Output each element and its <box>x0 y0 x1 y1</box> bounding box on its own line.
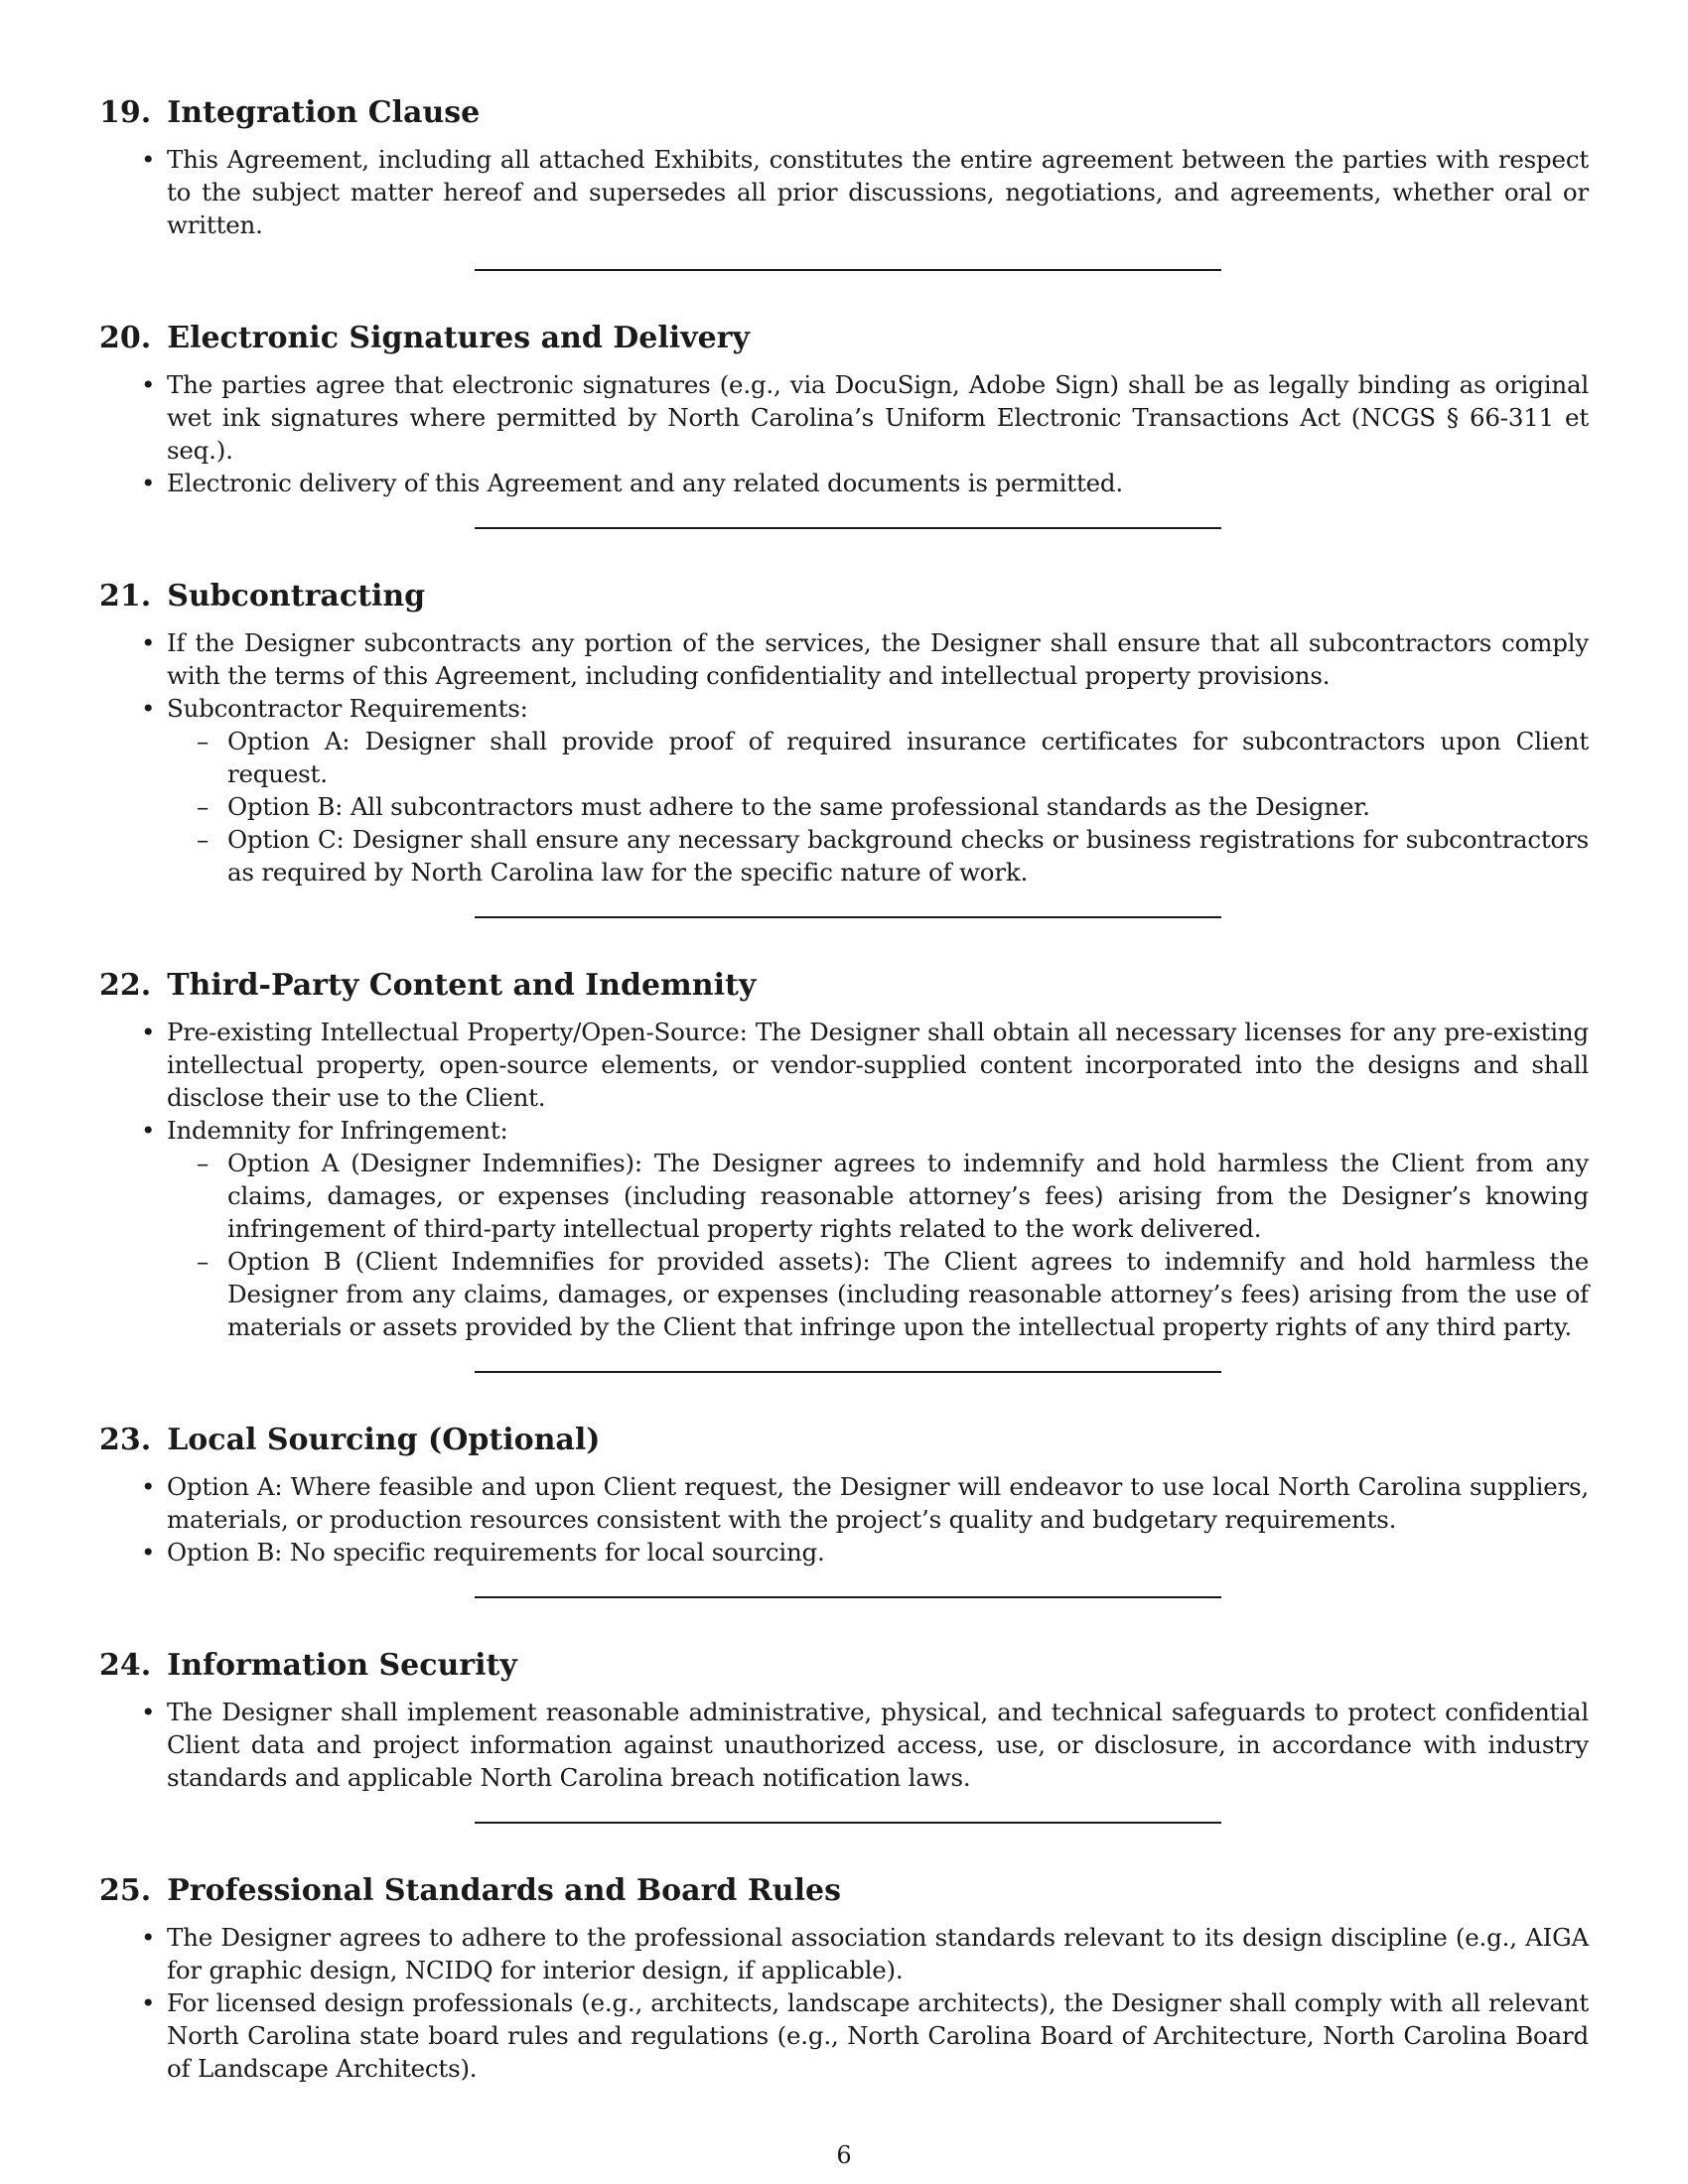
sub-item-text: Option B (Client Indemnifies for provided assets): The Client agrees to indemnify and hold harmless the Designer from any claims, damages, or expenses (including reasonable attorney’s fees) arising from the use of materials or assets provided by the Client that infringe upon the intellectual property rights of any third party. <box>227 1247 1589 1341</box>
item-text: This Agreement, including all attached Exhibits, constitutes the entire agreement between the parties with respect to the subject matter hereof and supersedes all prior discussions, negotiations, and agreements, whether oral or written. <box>167 145 1589 239</box>
sub-item-text: Option A: Designer shall provide proof of required insurance certificates for subcontractors upon Client request. <box>227 727 1589 788</box>
section-24 <box>99 1646 1589 1794</box>
section-19 <box>99 93 1589 241</box>
item-text: Pre-existing Intellectual Property/Open-Source: The Designer shall obtain all necessary licenses for any pre-existing intellectual property, open-source elements, or vendor-supplied content incorporated into the designs and shall disclose their use to the Client. <box>167 1018 1589 1112</box>
item-list <box>99 1470 1589 1569</box>
section-21 <box>99 577 1589 888</box>
list-item <box>99 143 1589 241</box>
dash-icon: – <box>197 792 210 821</box>
bullet-icon: • <box>141 1988 156 2017</box>
section-title: Electronic Signatures and Delivery <box>167 321 750 355</box>
item-list <box>99 143 1589 241</box>
item-list <box>99 1696 1589 1794</box>
sub-item-text: Option A (Designer Indemnifies): The Designer agrees to indemnify and hold harmless the Client from any claims, damages, or expenses (including reasonable attorney’s fees) arising from the Designer’s knowing infringement of third-party intellectual property rights related to the work delivered. <box>227 1149 1589 1243</box>
sub-list-item <box>167 823 1589 888</box>
list-item <box>99 467 1589 499</box>
bullet-icon: • <box>141 145 156 174</box>
dash-icon: – <box>197 1247 210 1276</box>
item-list <box>99 626 1589 888</box>
section-heading <box>99 93 1589 133</box>
item-text: Subcontractor Requirements: <box>167 694 528 723</box>
bullet-icon: • <box>141 370 156 399</box>
section-heading <box>99 319 1589 358</box>
bullet-icon: • <box>141 469 156 497</box>
item-text: The Designer shall implement reasonable administrative, physical, and technical safeguards to protect confidential Client data and project information against unauthorized access, use, or disclosure, in accordance with industry standards and applicable North Carolina breach notification laws. <box>167 1698 1589 1792</box>
section-number: 20. <box>99 321 152 355</box>
section-title: Third-Party Content and Indemnity <box>167 968 757 1003</box>
dash-icon: – <box>197 1149 210 1177</box>
list-item <box>99 626 1589 692</box>
bullet-icon: • <box>141 1472 156 1501</box>
dash-icon: – <box>197 727 210 755</box>
item-list <box>99 368 1589 499</box>
section-23 <box>99 1421 1589 1569</box>
sub-item-list <box>167 725 1589 888</box>
bullet-icon: • <box>141 1923 156 1952</box>
sub-list-item <box>167 1147 1589 1245</box>
section-25 <box>99 1871 1589 2085</box>
list-item <box>99 1536 1589 1569</box>
section-20 <box>99 319 1589 499</box>
section-heading <box>99 1421 1589 1460</box>
item-text: If the Designer subcontracts any portion of the services, the Designer shall ensure that all subcontractors comply with the terms of this Agreement, including confidentiality and intellectual property provisions. <box>167 628 1589 690</box>
section-number: 19. <box>99 95 152 130</box>
sub-item-list <box>167 1147 1589 1343</box>
section-title: Integration Clause <box>167 95 481 130</box>
section-heading <box>99 966 1589 1006</box>
section-number: 21. <box>99 579 152 614</box>
item-list <box>99 1921 1589 2085</box>
section-heading <box>99 1871 1589 1911</box>
document-page <box>99 93 1589 2085</box>
list-item <box>99 368 1589 467</box>
section-22 <box>99 966 1589 1343</box>
section-number: 24. <box>99 1648 152 1683</box>
sub-list-item <box>167 1245 1589 1343</box>
page-number: 6 <box>836 2141 852 2169</box>
bullet-icon: • <box>141 1116 156 1145</box>
item-text: The Designer agrees to adhere to the professional association standards relevant to its design discipline (e.g., AIGA for graphic design, NCIDQ for interior design, if applicable). <box>167 1923 1589 1984</box>
section-title: Local Sourcing (Optional) <box>167 1423 601 1457</box>
section-number: 25. <box>99 1873 152 1908</box>
list-item <box>99 1696 1589 1794</box>
sub-list-item <box>167 725 1589 790</box>
dash-icon: – <box>197 825 210 854</box>
list-item <box>99 1114 1589 1343</box>
item-text: The parties agree that electronic signatures (e.g., via DocuSign, Adobe Sign) shall be as legally binding as original wet ink signatures where permitted by North Carolina’s Uniform Electronic Transactions Act (NCGS § 66-311 et seq.). <box>167 370 1589 465</box>
section-title: Subcontracting <box>167 579 426 614</box>
sub-item-text: Option C: Designer shall ensure any necessary background checks or business registrations for subcontractors as required by North Carolina law for the specific nature of work. <box>227 825 1589 887</box>
item-text: Option B: No specific requirements for local sourcing. <box>167 1538 825 1567</box>
bullet-icon: • <box>141 628 156 657</box>
item-list <box>99 1016 1589 1343</box>
sub-item-text: Option B: All subcontractors must adhere to the same professional standards as the Designer. <box>227 792 1370 821</box>
bullet-icon: • <box>141 1018 156 1046</box>
list-item <box>99 1986 1589 2085</box>
list-item <box>99 1921 1589 1986</box>
bullet-icon: • <box>141 1538 156 1567</box>
item-text: Electronic delivery of this Agreement and any related documents is permitted. <box>167 469 1123 497</box>
bullet-icon: • <box>141 1698 156 1726</box>
item-text: For licensed design professionals (e.g., architects, landscape architects), the Designer shall comply with all relevant North Carolina state board rules and regulations (e.g., North Carolina Board of Architecture, North Carolina Board of Landscape Architects). <box>167 1988 1589 2083</box>
list-item <box>99 1470 1589 1536</box>
section-number: 23. <box>99 1423 152 1457</box>
list-item <box>99 1016 1589 1114</box>
section-heading <box>99 1646 1589 1686</box>
item-text: Option A: Where feasible and upon Client request, the Designer will endeavor to use local North Carolina suppliers, materials, or production resources consistent with the project’s quality and budgetary requirements. <box>167 1472 1589 1534</box>
section-number: 22. <box>99 968 152 1003</box>
bullet-icon: • <box>141 694 156 723</box>
section-title: Information Security <box>167 1648 517 1683</box>
item-text: Indemnity for Infringement: <box>167 1116 508 1145</box>
section-title: Professional Standards and Board Rules <box>167 1873 841 1908</box>
sub-list-item <box>167 790 1589 823</box>
section-heading <box>99 577 1589 616</box>
list-item <box>99 692 1589 888</box>
